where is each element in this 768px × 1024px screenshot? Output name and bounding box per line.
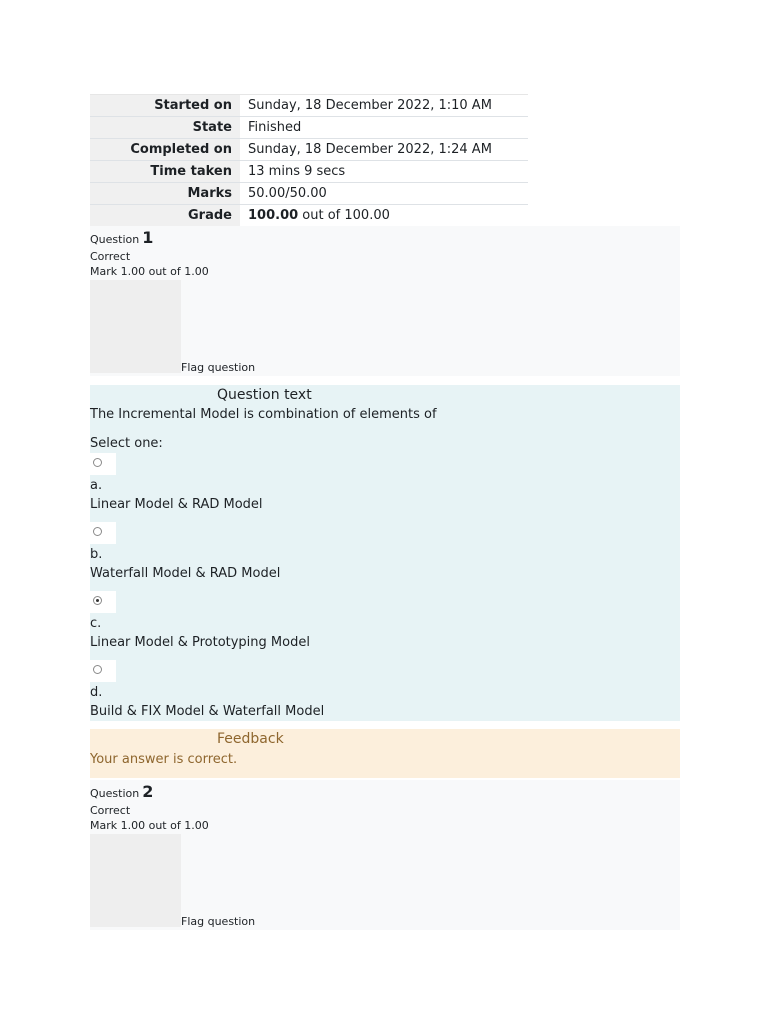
summary-value: Finished — [240, 117, 528, 139]
summary-label: Time taken — [90, 161, 240, 183]
option-letter: b. — [90, 547, 103, 562]
question-1-content — [90, 385, 680, 721]
summary-label: Grade — [90, 205, 240, 227]
summary-label: State — [90, 117, 240, 139]
radio-container[interactable] — [90, 591, 116, 613]
summary-label: Started on — [90, 95, 240, 117]
flag-area — [90, 834, 181, 927]
question-state: Correct — [90, 804, 131, 817]
question-number-value: 2 — [142, 782, 154, 801]
question-number — [90, 228, 153, 247]
radio-container[interactable] — [90, 660, 116, 682]
question-prompt: The Incremental Model is combination of elements of — [90, 407, 437, 422]
question-number-value: 1 — [142, 228, 154, 247]
flag-area — [90, 280, 181, 373]
option-text[interactable]: Build & FIX Model & Waterfall Model — [90, 704, 325, 719]
summary-label: Completed on — [90, 139, 240, 161]
summary-row-time-taken — [90, 161, 528, 183]
question-mark: Mark 1.00 out of 1.00 — [90, 819, 209, 832]
summary-row-started-on — [90, 95, 528, 117]
option-letter: d. — [90, 685, 103, 700]
option-letter: c. — [90, 616, 102, 631]
select-one-label: Select one: — [90, 436, 163, 451]
radio-container[interactable] — [90, 522, 116, 544]
summary-row-state — [90, 117, 528, 139]
summary-label: Marks — [90, 183, 240, 205]
flag-question-link[interactable]: Flag question — [181, 915, 256, 928]
question-mark: Mark 1.00 out of 1.00 — [90, 265, 209, 278]
feedback-message: Your answer is correct. — [90, 752, 238, 767]
option-text[interactable]: Linear Model & Prototyping Model — [90, 635, 310, 650]
question-state: Correct — [90, 250, 131, 263]
radio-container[interactable] — [90, 453, 116, 475]
radio-button[interactable] — [93, 458, 102, 467]
question-2-info — [90, 780, 680, 930]
feedback-heading: Feedback — [217, 731, 284, 747]
option-letter: a. — [90, 478, 103, 493]
feedback-block — [90, 729, 680, 778]
summary-row-marks — [90, 183, 528, 205]
grade-out-of: out of 100.00 — [298, 208, 390, 223]
attempt-summary-table — [90, 94, 528, 226]
option-text[interactable]: Linear Model & RAD Model — [90, 497, 263, 512]
flag-question-link[interactable]: Flag question — [181, 361, 256, 374]
radio-button[interactable] — [93, 527, 102, 536]
summary-value: Sunday, 18 December 2022, 1:24 AM — [240, 139, 528, 161]
radio-button-selected[interactable] — [93, 596, 102, 605]
grade-value: 100.00 — [248, 208, 299, 223]
summary-row-completed-on — [90, 139, 528, 161]
question-number — [90, 782, 153, 801]
summary-value: 50.00/50.00 — [240, 183, 528, 205]
question-label: Question — [90, 233, 140, 246]
question-text-heading: Question text — [217, 387, 312, 403]
option-text[interactable]: Waterfall Model & RAD Model — [90, 566, 281, 581]
question-label: Question — [90, 787, 140, 800]
summary-value: Sunday, 18 December 2022, 1:10 AM — [240, 95, 528, 117]
summary-value — [240, 205, 528, 227]
summary-value: 13 mins 9 secs — [240, 161, 528, 183]
radio-button[interactable] — [93, 665, 102, 674]
question-1-info — [90, 226, 680, 376]
summary-row-grade — [90, 205, 528, 227]
